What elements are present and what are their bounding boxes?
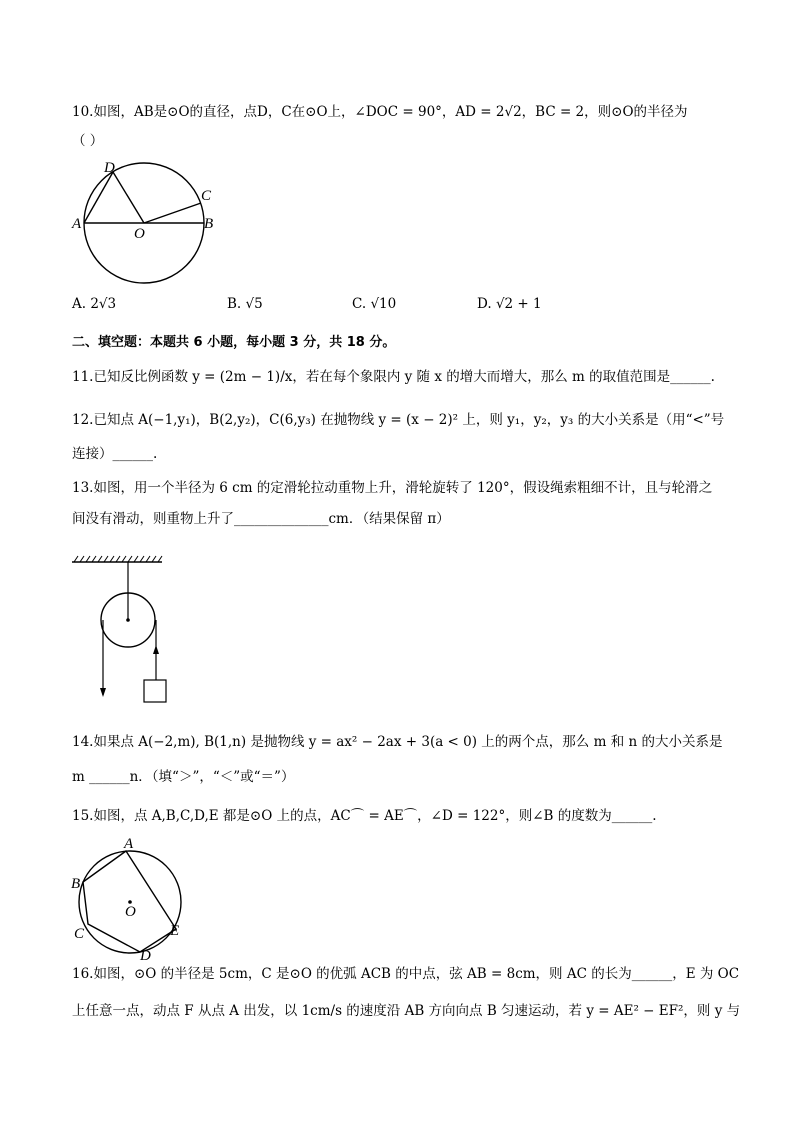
q15-stem: 15.如图，点 A,B,C,D,E 都是⊙O 上的点，AC⌒ = AE⌒，∠D = 122°，则∠B 的度数为______. — [72, 808, 657, 824]
q13-line1: 13.如图，用一个半径为 6 cm 的定滑轮拉动重物上升，滑轮旋转了 120°，假设绳索粗细不计，且与轮滑之 — [72, 480, 713, 496]
q10-option-b: B. √5 — [227, 296, 263, 312]
q10-stem: 10.如图，AB是⊙O的直径，点D，C在⊙O上，∠DOC = 90°，AD = 2√2，BC = 2，则⊙O的半径为 — [72, 104, 688, 120]
q10-label-A: A — [72, 216, 82, 232]
q10-label-D: D — [104, 160, 115, 176]
q15-label-O: O — [125, 904, 136, 920]
section-2-header: 二、填空题：本题共 6 小题，每小题 3 分，共 18 分。 — [72, 335, 396, 350]
q12-line1: 12.已知点 A(−1,y₁)，B(2,y₂)，C(6,y₃) 在抛物线 y = (x − 2)² 上，则 y₁，y₂，y₃ 的大小关系是（用“<”号 — [72, 412, 725, 428]
q14-line1: 14.如果点 A(−2,m), B(1,n) 是抛物线 y = ax² − 2ax + 3(a < 0) 上的两个点，那么 m 和 n 的大小关系是 — [72, 734, 723, 750]
q15-label-C: C — [74, 926, 85, 942]
q10-option-a: A. 2√3 — [72, 296, 117, 312]
q15-label-B: B — [71, 876, 81, 892]
q15-label-A: A — [124, 836, 134, 852]
q15-label-D: D — [140, 948, 151, 962]
q10-label-O: O — [134, 226, 145, 242]
q16-line2: 上任意一点，动点 F 从点 A 出发，以 1cm/s 的速度沿 AB 方向向点 B 匀速运动，若 y = AE² − EF²，则 y 与 — [72, 1003, 741, 1019]
q12-line2: 连接）______. — [72, 446, 158, 462]
q10-label-C: C — [201, 188, 212, 204]
q13-line2: 间没有滑动，则重物上升了______________cm．（结果保留 π） — [72, 511, 450, 527]
q11-text: 11.已知反比例函数 y = (2m − 1)/x，若在每个象限内 y 随 x 的增大而增大，那么 m 的取值范围是______. — [72, 369, 715, 385]
q16-line1: 16.如图，⊙O 的半径是 5cm，C 是⊙O 的优弧 ACB 的中点，弦 AB = 8cm，则 AC 的长为______，E 为 OC — [72, 966, 740, 982]
q15-circle-figure — [68, 832, 198, 962]
q10-paren: （ ） — [72, 133, 104, 149]
q10-option-c: C. √10 — [352, 296, 397, 312]
q10-option-d: D. √2 + 1 — [477, 296, 542, 312]
q10-circle-figure — [68, 158, 228, 288]
q14-line2: m ______n．（填“＞”，“＜”或“＝”） — [72, 769, 295, 785]
q13-pulley-figure — [70, 555, 180, 705]
q10-label-B: B — [204, 216, 214, 232]
q15-label-E: E — [170, 923, 180, 939]
